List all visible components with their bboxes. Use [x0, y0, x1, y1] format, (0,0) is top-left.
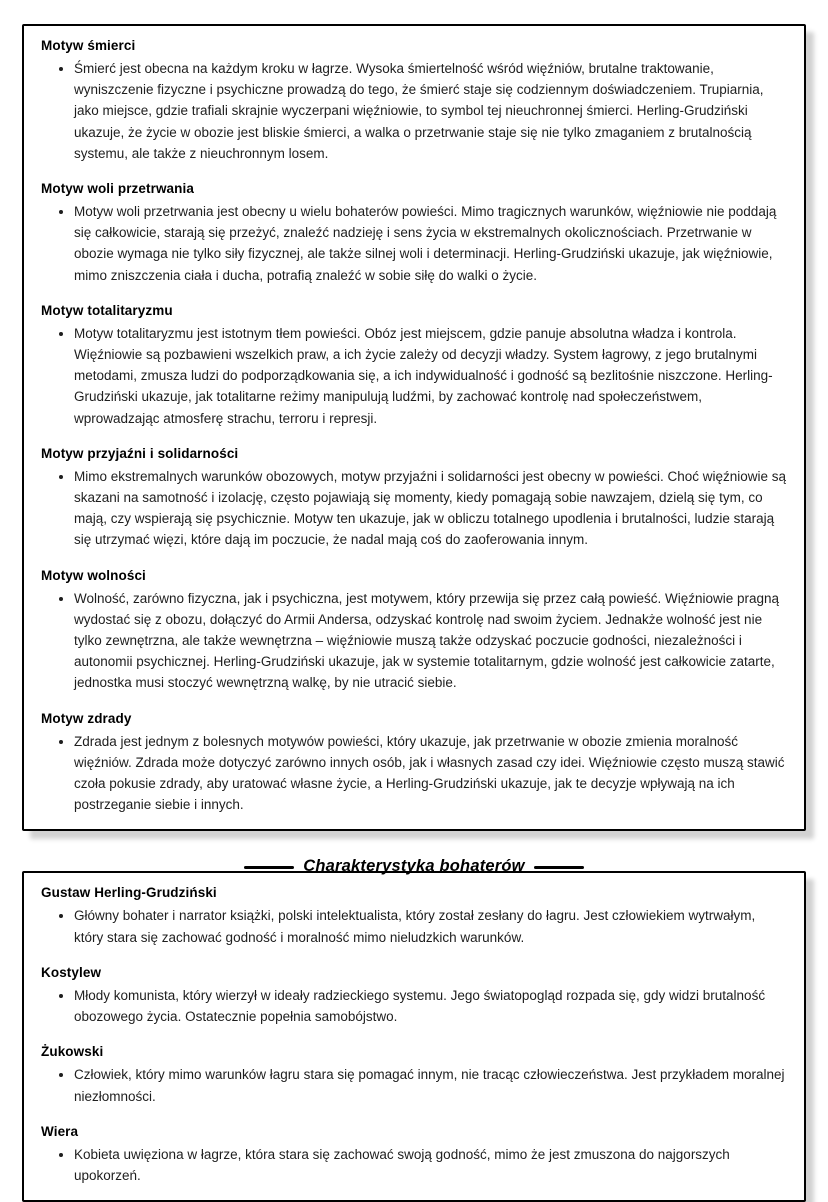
topic-section — [41, 443, 787, 551]
section-title: Motyw wolności — [41, 567, 146, 583]
bullet-item: • Wolność, zarówno fizyczna, jak i psychiczna, jest motywem, który przewija się przez całą powieść. Więźniowie pragną wydostać się z obozu, dołączyć do Armii Andersa, odzyskać kontrolę nad swoim życiem. Jednakże wolność jest nie tylko zewnętrzna, ale także wewnętrzna – więźniowie muszą także odzyskać poczucie godności, niezależności i autonomii psychicznej. Herling-Grudziński ukazuje, jak w systemie totalitarnym, gdzie wolność jest całkowicie zatarte, jednostka musi stoczyć wewnętrzną walkę, by nie utracić siebie. — [74, 588, 787, 694]
section-title: Motyw zdrady — [41, 710, 132, 726]
topic-section — [41, 1121, 787, 1186]
section-title: Motyw woli przetrwania — [41, 181, 194, 197]
topic-section — [41, 300, 787, 429]
topic-section — [41, 178, 787, 286]
bullet-list — [41, 323, 787, 429]
characters-box — [22, 871, 806, 1202]
bullet-list — [41, 58, 787, 164]
bullet-list — [41, 201, 787, 286]
characters-area — [22, 856, 806, 1202]
bullet-item: • Główny bohater i narrator książki, polski intelektualista, który został zesłany do łagru. Jest człowiekiem wytrwałym, który stara się zachować godność i moralność mimo nieludzkich warunków. — [74, 905, 787, 947]
bullet-item: • Zdrada jest jednym z bolesnych motywów powieści, który ukazuje, jak przetrwanie w obozie zmienia moralność więźniów. Zdrada może dotyczyć zarówno innych osób, jak i własnych zasad czy idei. Więźniowie często muszą stawić czoła pokusie zdrady, aby uratować własne życie, a Herling-Grudziński ukazuje, jak te decyzje wpływają na ich postrzeganie siebie i innych. — [74, 731, 787, 816]
bullet-list — [41, 905, 787, 947]
topic-section — [41, 882, 787, 947]
bullet-list — [41, 731, 787, 816]
bullet-item: • Człowiek, który mimo warunków łagru stara się pomagać innym, nie tracąc człowieczeństwa. Jest przykładem moralnej niezłomności. — [74, 1064, 787, 1106]
header-right-line-decoration — [534, 866, 584, 869]
bullet-list — [41, 466, 787, 551]
bullet-item: • Motyw totalitaryzmu jest istotnym tłem powieści. Obóz jest miejscem, gdzie panuje absolutna władza i kontrola. Więźniowie są pozbawieni wszelkich praw, a ich życie zależy od decyzji władzy. System łagrowy, z jego brutalnymi metodami, zmusza ludzi do podporządkowania się, a ich indywidualność i godność są bezlitośnie niszczone. Herling-Grudziński ukazuje, jak totalitarne reżimy manipulują ludźmi, by zachować kontrolę nad społeczeństwem, wprowadzając atmosferę strachu, terroru i represji. — [74, 323, 787, 429]
bullet-list — [41, 1064, 787, 1106]
characters-box-title: Charakterystyka bohaterów — [303, 856, 525, 875]
section-title: Motyw totalitaryzmu — [41, 302, 173, 318]
bullet-item: • Młody komunista, który wierzył w ideały radzieckiego systemu. Jego światopogląd rozpada się, gdy widzi brutalność obozowego życia. Ostatecznie popełnia samobójstwo. — [74, 985, 787, 1027]
motifs-box — [22, 24, 806, 831]
topic-section — [41, 962, 787, 1027]
section-title: Kostylew — [41, 964, 102, 980]
bullet-list — [41, 1144, 787, 1186]
topic-section — [41, 35, 787, 164]
bullet-item: • Śmierć jest obecna na każdym kroku w łagrze. Wysoka śmiertelność wśród więźniów, brutalne traktowanie, wyniszczenie fizyczne i psychiczne prowadzą do tego, że śmierć staje się codziennym doświadczeniem. Trupiarnia, jako miejsce, gdzie trafiali skrajnie wyczerpani więźniowie, to symbol tej nieuchronnej śmierci. Herling-Grudziński ukazuje, że życie w obozie jest bliskie śmierci, a walka o przetrwanie staje się nie tylko zmaganiem z brutalnością systemu, ale także z nieuchronnym losem. — [74, 58, 787, 164]
characters-box-header — [22, 856, 806, 878]
topic-section — [41, 1041, 787, 1106]
section-title: Żukowski — [41, 1044, 104, 1060]
section-title: Wiera — [41, 1123, 79, 1139]
section-title: Motyw śmierci — [41, 38, 136, 53]
section-title: Motyw przyjaźni i solidarności — [41, 445, 239, 461]
bullet-item: • Kobieta uwięziona w łagrze, która stara się zachować swoją godność, mimo że jest zmuszona do najgorszych upokorzeń. — [74, 1144, 787, 1186]
topic-section — [41, 565, 787, 694]
motifs-sections — [41, 35, 787, 815]
section-title: Gustaw Herling-Grudziński — [41, 885, 217, 901]
bullet-item: • Motyw woli przetrwania jest obecny u wielu bohaterów powieści. Mimo tragicznych warunków, więźniowie nie poddają się całkowicie, starają się przeżyć, znaleźć nadzieję i sens życia w ekstremalnych okolicznościach. Przetrwanie w obozie wymaga nie tylko siły fizycznej, ale także silnej woli i determinacji. Herling-Grudziński ukazuje, jak więźniowie, mimo zniszczenia ciała i ducha, potrafią znaleźć w sobie siłę do walki o życie. — [74, 201, 787, 286]
header-left-line-decoration — [244, 866, 294, 869]
topic-section — [41, 708, 787, 816]
bullet-item: • Mimo ekstremalnych warunków obozowych, motyw przyjaźni i solidarności jest obecny w powieści. Choć więźniowie są skazani na samotność i izolację, często pojawiają się momenty, kiedy pomagają sobie nawzajem, dzielą się tym, co mają, czy wspierają się psychicznie. Motyw ten ukazuje, jak w obliczu totalnego upodlenia i brutalności, ludzie starają się utrzymać więzi, które dają im poczucie, że nadal mają coś do zaoferowania innym. — [74, 466, 787, 551]
bullet-list — [41, 588, 787, 694]
bullet-list — [41, 985, 787, 1027]
characters-sections — [41, 882, 787, 1186]
